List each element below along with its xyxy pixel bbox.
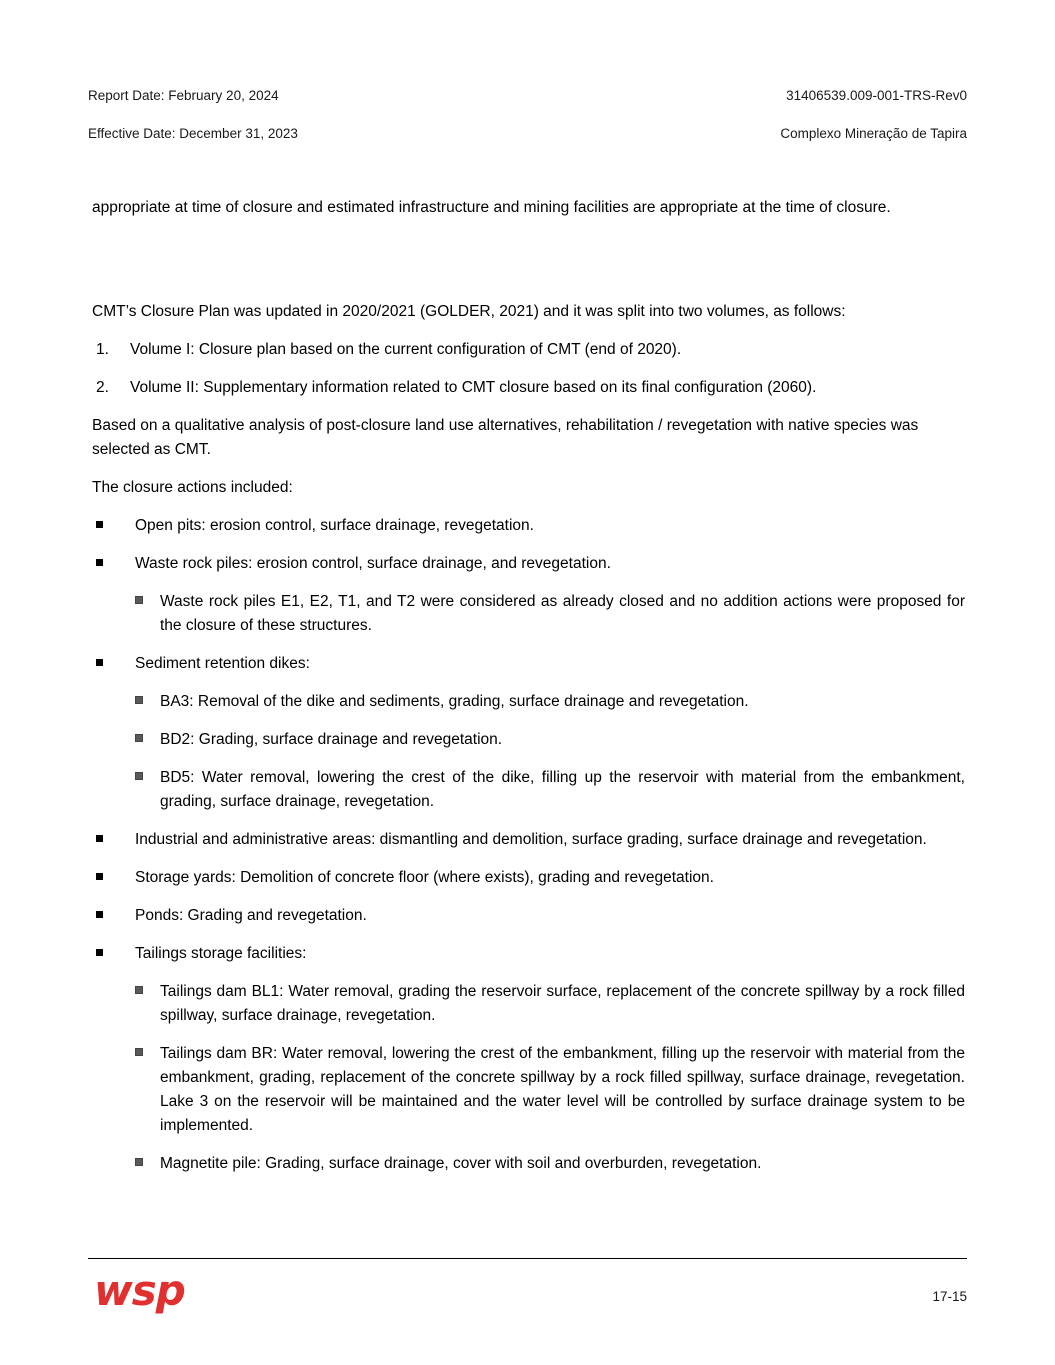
footer-divider [88,1258,967,1259]
intro-paragraph: appropriate at time of closure and estimated infrastructure and mining facilities are appropriate at the time of closure. [92,199,891,216]
list-item [92,652,965,814]
page-number: 17-15 [932,1289,967,1304]
sub-list-item-text: BD5: Water removal, lowering the crest of the dike, filling up the reservoir with material from the embankment, grading, surface drainage, revegetation. [160,769,965,811]
list-item-text: Industrial and administrative areas: dismantling and demolition, surface grading, surface drainage and revegetation. [135,831,927,849]
list-item-text: Ponds: Grading and revegetation. [135,907,367,925]
small-square-bullet-icon [135,986,143,994]
list-item [92,338,965,362]
sub-list [135,690,965,814]
sub-list-item [135,1152,965,1176]
sub-list-item-text: Waste rock piles E1, E2, T1, and T2 were considered as already closed and no addition actions were proposed for the closure of these structures. [160,593,965,635]
project-name: Complexo Mineração de Tapira [780,126,967,142]
sub-list [135,590,965,638]
header-row-1 [88,88,967,104]
list-item [92,866,965,890]
sub-list-item-text: BD2: Grading, surface drainage and revegetation. [160,731,503,749]
document-number: 31406539.009-001-TRS-Rev0 [786,88,967,103]
square-bullet-icon [96,559,103,566]
list-number: 2. [96,379,109,397]
list-item-text: Volume II: Supplementary information related to CMT closure based on its final configuration (2060). [130,379,817,397]
sub-list-item [135,590,965,638]
closure-actions-intro: The closure actions included: [92,479,293,497]
square-bullet-icon [96,659,103,666]
square-bullet-icon [96,835,103,842]
page-header [88,88,967,142]
list-item-text: Waste rock piles: erosion control, surface drainage, and revegetation. [135,555,611,573]
small-square-bullet-icon [135,1048,143,1056]
list-item-text: Sediment retention dikes: [135,655,310,673]
list-item [92,376,965,400]
list-item [92,552,965,638]
sub-list-item-text: Tailings dam BL1: Water removal, grading the reservoir surface, replacement of the concrete spillway by a rock filled spillway, surface drainage, revegetation. [160,983,965,1025]
list-item [92,828,965,852]
wsp-logo: wsp [94,1266,185,1315]
square-bullet-icon [96,949,103,956]
page-footer [88,1266,967,1315]
sub-list [135,980,965,1176]
page-content [92,196,965,1190]
header-row-2 [88,126,967,142]
qualitative-analysis-paragraph: Based on a qualitative analysis of post-closure land use alternatives, rehabilitation / revegetation with native species was selected as CMT. [92,417,919,459]
list-item [92,904,965,928]
list-number: 1. [96,341,109,359]
sub-list-item [135,728,965,752]
square-bullet-icon [96,873,103,880]
closure-plan-paragraph: CMT’s Closure Plan was updated in 2020/2021 (GOLDER, 2021) and it was split into two volumes, as follows: [92,303,846,321]
list-item [92,514,965,538]
sub-list-item [135,766,965,814]
list-item-text: Storage yards: Demolition of concrete floor (where exists), grading and revegetation. [135,869,714,887]
list-item [92,942,965,1176]
volumes-list [92,338,965,400]
sub-list-item-text: Tailings dam BR: Water removal, lowering the crest of the embankment, filling up the reservoir with material from the embankment, grading, replacement of the concrete spillway by a rock filled spillway, surface drainage, revegetation. Lake 3 on the reservoir will be maintained and the water level will be controlled by surface drainage system to be implemented. [160,1045,965,1135]
small-square-bullet-icon [135,596,143,604]
sub-list-item-text: BA3: Removal of the dike and sediments, grading, surface drainage and revegetation. [160,693,749,711]
square-bullet-icon [96,521,103,528]
sub-list-item [135,690,965,714]
paragraph-spacer [92,234,965,300]
list-item-text: Open pits: erosion control, surface drainage, revegetation. [135,517,534,535]
sub-list-item-text: Magnetite pile: Grading, surface drainage, cover with soil and overburden, revegetation. [160,1155,762,1173]
sub-list-item [135,980,965,1028]
small-square-bullet-icon [135,772,143,780]
list-item-text: Volume I: Closure plan based on the current configuration of CMT (end of 2020). [130,341,682,359]
report-date: Report Date: February 20, 2024 [88,88,279,103]
effective-date: Effective Date: December 31, 2023 [88,126,298,142]
small-square-bullet-icon [135,696,143,704]
closure-actions-list [92,514,965,1176]
square-bullet-icon [96,911,103,918]
small-square-bullet-icon [135,1158,143,1166]
list-item-text: Tailings storage facilities: [135,945,307,963]
small-square-bullet-icon [135,734,143,742]
sub-list-item [135,1042,965,1138]
